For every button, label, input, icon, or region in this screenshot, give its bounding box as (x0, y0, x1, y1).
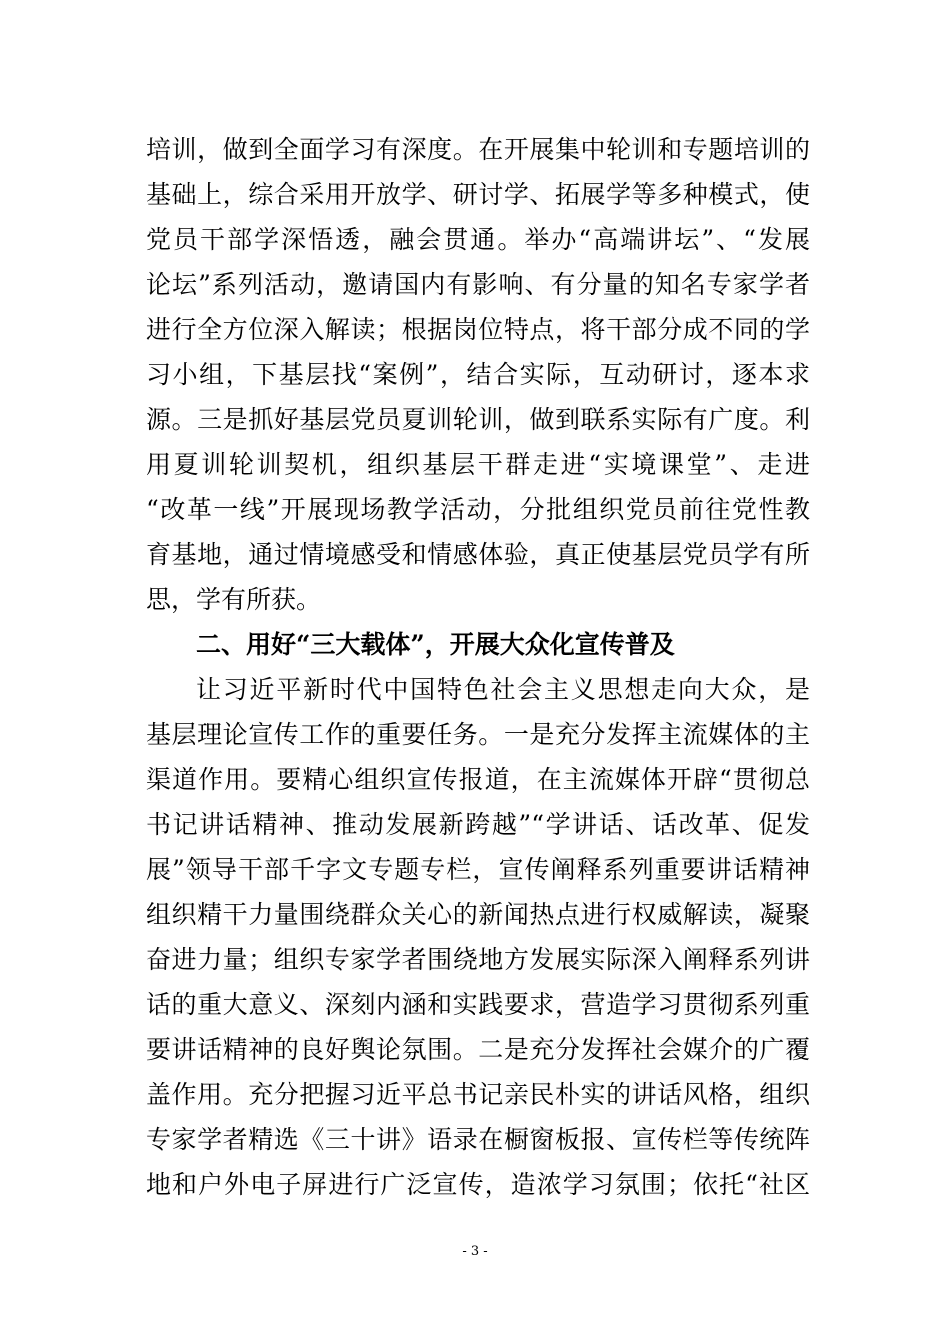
text-line: 渠道作用。要精心组织宣传报道，在主流媒体开辟“贯彻总 (146, 765, 810, 794)
text-line: 基层理论宣传工作的重要任务。一是充分发挥主流媒体的主 (146, 720, 810, 749)
page-number: - 3 - (462, 1244, 488, 1259)
text-line: 奋进力量；组织专家学者围绕地方发展实际深入阐释系列讲 (146, 945, 810, 974)
text-line: 思，学有所获。 (146, 585, 322, 614)
section-heading: 二、用好“三大载体”，开展大众化宣传普及 (196, 630, 675, 659)
text-line: 组织精干力量围绕群众关心的新闻热点进行权威解读，凝聚 (146, 900, 810, 929)
text-line: 话的重大意义、深刻内涵和实践要求，营造学习贯彻系列重 (146, 990, 810, 1019)
body-text (146, 127, 810, 1207)
text-line: 展”领导干部千字文专题专栏，宣传阐释系列重要讲话精神 (146, 855, 810, 884)
text-line: 盖作用。充分把握习近平总书记亲民朴实的讲话风格，组织 (146, 1080, 810, 1109)
text-line: 基础上，综合采用开放学、研讨学、拓展学等多种模式，使 (146, 180, 810, 209)
text-line: 习小组，下基层找“案例”，结合实际，互动研讨，逐本求 (146, 360, 810, 389)
text-line: 育基地，通过情境感受和情感体验，真正使基层党员学有所 (146, 540, 810, 569)
text-line: 地和户外电子屏进行广泛宣传，造浓学习氛围；依托“社区 (146, 1170, 810, 1199)
text-line: 源。三是抓好基层党员夏训轮训，做到联系实际有广度。利 (146, 405, 810, 434)
text-line: “改革一线”开展现场教学活动，分批组织党员前往党性教 (146, 495, 810, 524)
text-line: 党员干部学深悟透，融会贯通。举办“高端讲坛”、“发展 (146, 225, 810, 254)
text-line: 用夏训轮训契机，组织基层干群走进“实境课堂”、走进 (146, 450, 810, 479)
text-line: 专家学者精选《三十讲》语录在橱窗板报、宣传栏等传统阵 (146, 1125, 810, 1154)
text-line: 进行全方位深入解读；根据岗位特点，将干部分成不同的学 (146, 315, 810, 344)
text-line: 书记讲话精神、推动发展新跨越”“学讲话、话改革、促发 (146, 810, 810, 839)
text-line: 论坛”系列活动，邀请国内有影响、有分量的知名专家学者 (146, 270, 810, 299)
text-line: 要讲话精神的良好舆论氛围。二是充分发挥社会媒介的广覆 (146, 1035, 810, 1064)
paragraph-first-line: 让习近平新时代中国特色社会主义思想走向大众，是 (196, 675, 810, 704)
text-line: 培训，做到全面学习有深度。在开展集中轮训和专题培训的 (146, 135, 810, 164)
